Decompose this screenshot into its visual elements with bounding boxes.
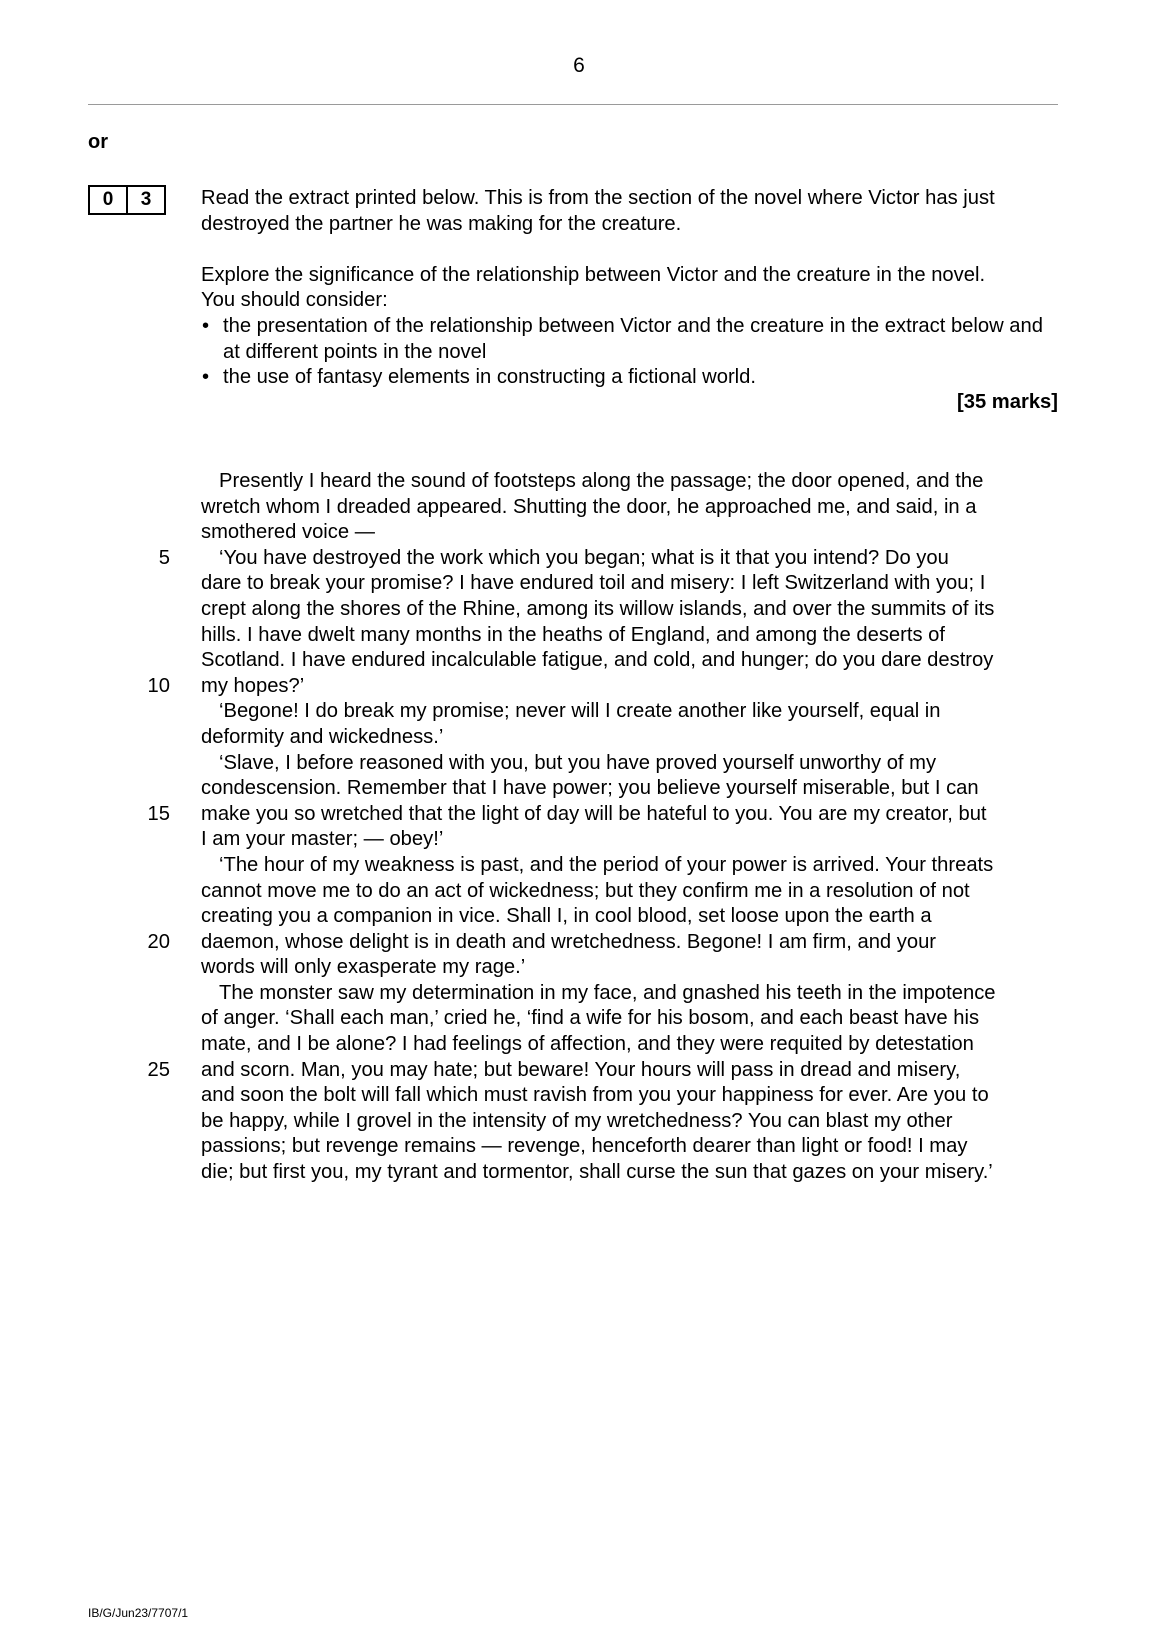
extract-line: ‘Slave, I before reasoned with you, but you have proved yourself unworthy of my: [219, 751, 937, 774]
or-label: or: [88, 131, 108, 153]
footer-code: IB/G/Jun23/7707/1: [88, 1606, 189, 1620]
extract-line: cannot move me to do an act of wickedness; but they confirm me in a resolution of not: [201, 879, 970, 902]
extract-line: creating you a companion in vice. Shall I, in cool blood, set loose upon the earth a: [201, 905, 932, 928]
header-divider: [88, 104, 1058, 105]
extract-line: daemon, whose delight is in death and wretchedness. Begone! I am firm, and your: [201, 930, 937, 953]
line-number: 5: [158, 546, 170, 569]
line-number: 25: [147, 1058, 170, 1081]
extract-line: deformity and wickedness.’: [201, 725, 444, 748]
extract-line: passions; but revenge remains — revenge, henceforth dearer than light or food! I may: [201, 1135, 968, 1158]
consider-list: [201, 314, 1061, 391]
question-intro: Read the extract printed below. This is from the section of the novel where Victor has just destroyed the partner he was making for the creature.: [201, 187, 995, 235]
extract-line: Presently I heard the sound of footsteps along the passage; the door opened, and the: [219, 470, 984, 492]
extract-line: of anger. ‘Shall each man,’ cried he, ‘find a wife for his bosom, and each beast have his: [201, 1007, 980, 1030]
extract-line: dare to break your promise? I have endured toil and misery: I left Switzerland with you; I: [201, 572, 986, 595]
question-number-digit: 0: [88, 185, 128, 215]
extract-line: wretch whom I dreaded appeared. Shutting the door, he approached me, and said, in a: [201, 495, 977, 518]
extract-line: condescension. Remember that I have power; you believe yourself miserable, but I can: [201, 777, 979, 800]
extract-line: hills. I have dwelt many months in the heaths of England, and among the deserts of: [201, 623, 946, 646]
extract-line: Scotland. I have endured incalculable fatigue, and cold, and hunger; do you dare destroy: [201, 649, 994, 672]
consider-bullet: • the presentation of the relationship between Victor and the creature in the extract below and at different points in the novel: [201, 314, 1061, 365]
consider-label: You should consider:: [201, 289, 388, 312]
marks-label: [35 marks]: [957, 391, 1058, 413]
question-instructions: [201, 186, 1061, 391]
novel-extract: [201, 469, 1061, 1186]
line-number: 10: [147, 674, 170, 697]
extract-line: mate, and I be alone? I had feelings of affection, and they were requited by detestation: [201, 1033, 974, 1056]
line-number: 15: [147, 802, 170, 825]
extract-line: crept along the shores of the Rhine, among its willow islands, and over the summits of its: [201, 597, 995, 620]
extract-line: be happy, while I grovel in the intensity of my wretchedness? You can blast my other: [201, 1109, 953, 1132]
consider-bullet: • the use of fantasy elements in constructing a fictional world.: [201, 365, 1061, 391]
extract-line: The monster saw my determination in my face, and gnashed his teeth in the impotence: [219, 981, 996, 1004]
extract-line: ‘You have destroyed the work which you began; what is it that you intend? Do you: [219, 546, 949, 569]
extract-line: I am your master; — obey!’: [201, 828, 444, 851]
extract-line: my hopes?’: [201, 674, 305, 697]
extract-line: smothered voice —: [201, 521, 375, 544]
extract-line: ‘Begone! I do break my promise; never will I create another like yourself, equal in: [219, 700, 941, 723]
extract-line: words will only exasperate my rage.’: [201, 956, 526, 979]
extract-line: and soon the bolt will fall which must ravish from you your happiness for ever. Are you to: [201, 1084, 989, 1107]
page-number: 6: [573, 54, 585, 77]
question-number-digit: 3: [128, 185, 166, 215]
extract-line: and scorn. Man, you may hate; but beware! Your hours will pass in dread and misery,: [201, 1058, 961, 1081]
extract-line: ‘The hour of my weakness is past, and the period of your power is arrived. Your threats: [219, 853, 994, 876]
line-number: 20: [147, 930, 170, 953]
question-number-box: [88, 185, 166, 215]
question-task: Explore the significance of the relationship between Victor and the creature in the novel.: [201, 263, 986, 286]
extract-line: die; but first you, my tyrant and tormentor, shall curse the sun that gazes on your misery.’: [201, 1161, 993, 1184]
extract-line: make you so wretched that the light of day will be hateful to you. You are my creator, but: [201, 802, 987, 825]
